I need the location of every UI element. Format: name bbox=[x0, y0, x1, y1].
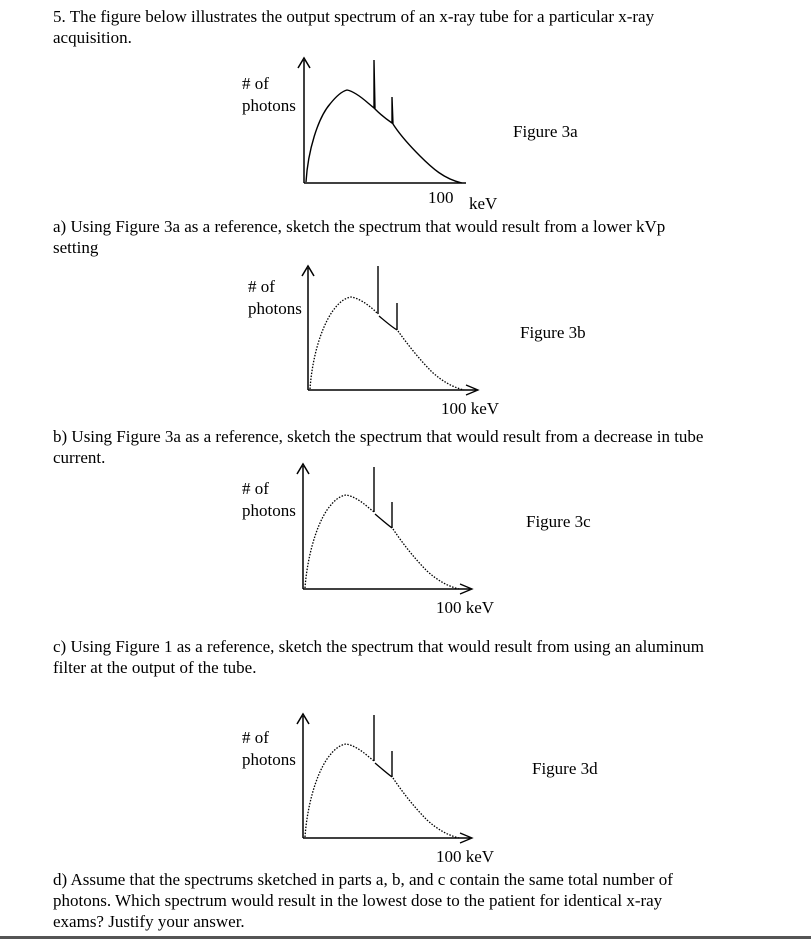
figure-3b-spectrum-curve-dotted-left bbox=[310, 297, 378, 389]
part-d-line-1: d) Assume that the spectrums sketched in parts a, b, and c contain the same total number of bbox=[53, 870, 673, 889]
figure-3c-spectrum-curve-mid bbox=[375, 514, 392, 528]
figure-3c-caption: Figure 3c bbox=[526, 512, 591, 531]
part-d-line-3: exams? Justify your answer. bbox=[53, 912, 245, 931]
figure-3a-spectrum-curve bbox=[306, 60, 462, 183]
figure-3b-ylabel-line-2: photons bbox=[248, 299, 302, 318]
figure-3b-spectrum-curve-dotted-right bbox=[398, 331, 464, 390]
figure-3b-spectrum-curve-mid bbox=[379, 316, 397, 330]
figure-3d-spectrum-curve-mid bbox=[375, 763, 392, 777]
figure-3d-xlabel: 100 keV bbox=[436, 847, 495, 866]
figure-3a-y-axis-arrow bbox=[298, 58, 310, 68]
figure-3a-caption: Figure 3a bbox=[513, 122, 578, 141]
figure-3d-ylabel-line-2: photons bbox=[242, 750, 296, 769]
figure-3c-ylabel-line-1: # of bbox=[242, 479, 269, 498]
figure-3d-y-axis-arrow bbox=[297, 714, 309, 724]
figure-3c-spectrum-curve-dotted-right bbox=[393, 529, 459, 589]
part-c-line-1: c) Using Figure 1 as a reference, sketch the spectrum that would result from using an aluminum bbox=[53, 637, 705, 656]
figure-3a-xlabel-value: 100 bbox=[428, 188, 454, 207]
figure-3a-xlabel-unit: keV bbox=[469, 194, 498, 213]
part-d-line-2: photons. Which spectrum would result in the lowest dose to the patient for identical x-ray bbox=[53, 891, 663, 910]
figure-3c-x-axis-arrow bbox=[460, 584, 472, 594]
part-a-line-2: setting bbox=[53, 238, 99, 257]
figure-3b-x-axis-arrow bbox=[466, 385, 478, 395]
figure-3a-ylabel-line-1: # of bbox=[242, 74, 269, 93]
figure-3c-xlabel: 100 keV bbox=[436, 598, 495, 617]
page-bottom-rule bbox=[0, 936, 811, 939]
figure-3b-caption: Figure 3b bbox=[520, 323, 586, 342]
part-b-line-2: current. bbox=[53, 448, 106, 467]
figure-3b-y-axis-arrow bbox=[302, 266, 314, 276]
part-c-line-2: filter at the output of the tube. bbox=[53, 658, 257, 677]
figure-3c-y-axis-arrow bbox=[297, 464, 309, 474]
part-a-line-1: a) Using Figure 3a as a reference, sketch the spectrum that would result from a lower kVp bbox=[53, 217, 666, 236]
figure-3c-ylabel-line-2: photons bbox=[242, 501, 296, 520]
part-b-line-1: b) Using Figure 3a as a reference, sketch the spectrum that would result from a decrease in tube bbox=[53, 427, 704, 446]
figure-3b-xlabel: 100 keV bbox=[441, 399, 500, 418]
figure-3d-caption: Figure 3d bbox=[532, 759, 598, 778]
figure-3d-ylabel-line-1: # of bbox=[242, 728, 269, 747]
figure-3b-ylabel-line-1: # of bbox=[248, 277, 275, 296]
question-intro-line-1: 5. The figure below illustrates the output spectrum of an x-ray tube for a particular x-ray bbox=[53, 7, 655, 26]
figure-3c-spectrum-curve-dotted-left bbox=[305, 495, 374, 588]
question-intro-line-2: acquisition. bbox=[53, 28, 132, 47]
figure-3a-ylabel-line-2: photons bbox=[242, 96, 296, 115]
figure-3d-spectrum-curve-dotted-right bbox=[393, 778, 459, 838]
figure-3d-spectrum-curve-dotted-left bbox=[305, 744, 374, 837]
figure-3d-x-axis-arrow bbox=[460, 833, 472, 843]
